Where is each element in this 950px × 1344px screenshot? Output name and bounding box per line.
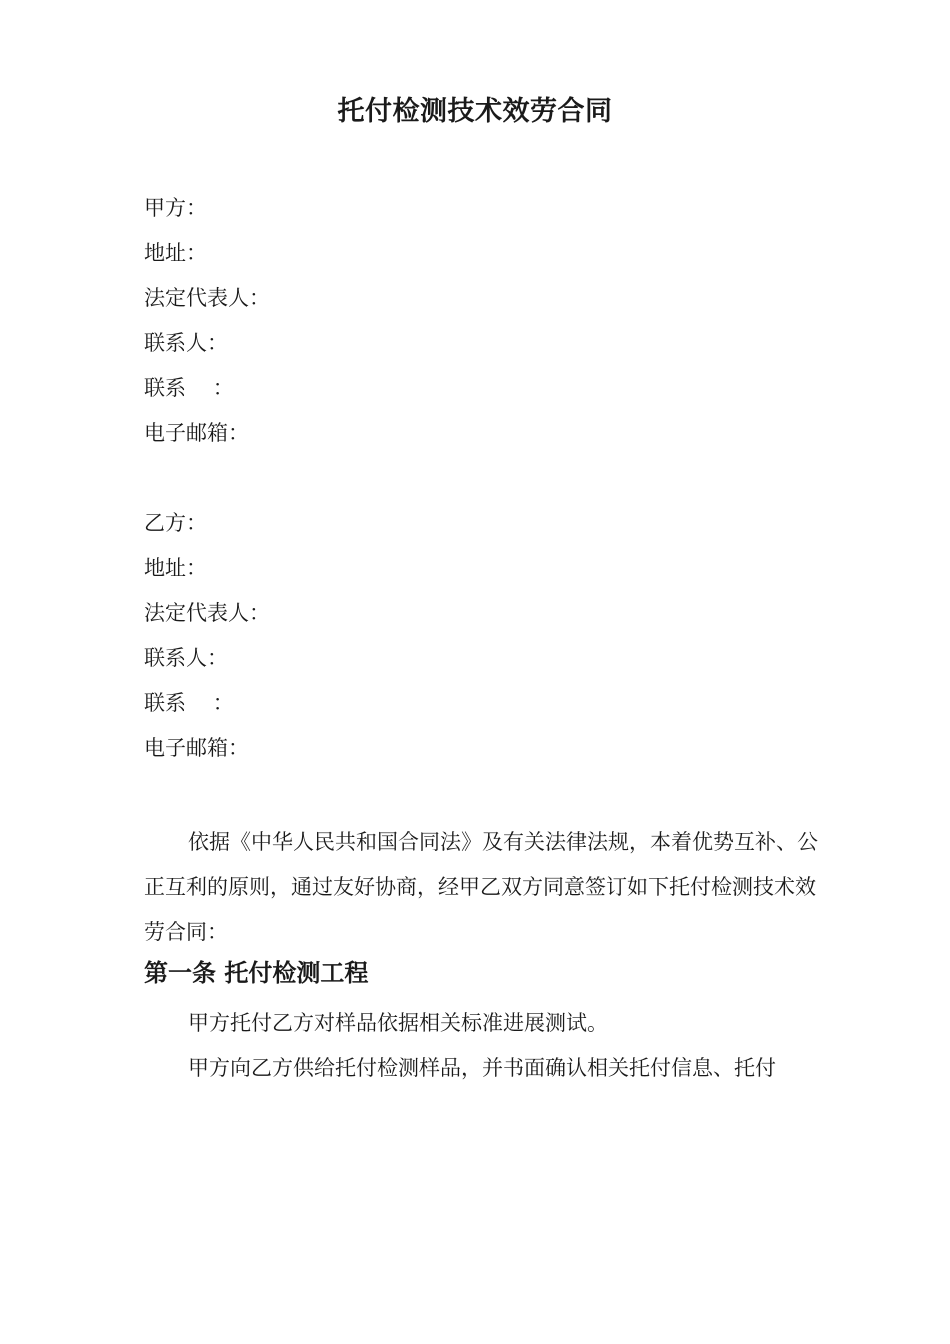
party-a-legal-rep-label: 法定代表人：: [144, 286, 270, 310]
party-a-contact-person-label: 联系人：: [144, 331, 228, 355]
party-b-name-label: 乙方：: [144, 511, 207, 535]
party-b-contact-label: 联系 ：: [144, 691, 234, 715]
document-title: 托付检测技术效劳合同: [337, 96, 613, 127]
party-a-name-label: 甲方：: [144, 196, 207, 220]
article-1-paragraph: 甲方托付乙方对样品依据相关标准进展测试。: [188, 1011, 608, 1035]
party-a-address-label: 地址：: [144, 241, 207, 265]
intro-paragraph: 依据《中华人民共和国合同法》及有关法律法规，本着优势互补、公正互利的原则，通过友好协商，经甲乙双方同意签订如下托付检测技术效劳合同：: [144, 830, 818, 944]
party-a-contact-label: 联系 ：: [144, 376, 234, 400]
party-a-email-label: 电子邮箱：: [144, 421, 249, 445]
article-1-heading: 第一条 托付检测工程: [144, 959, 369, 987]
article-1-paragraph: 甲方向乙方供给托付检测样品，并书面确认相关托付信息、托付: [188, 1056, 776, 1080]
party-b-legal-rep-label: 法定代表人：: [144, 601, 270, 625]
party-a-section: [144, 190, 824, 460]
party-b-section: [144, 505, 824, 775]
party-b-contact-person-label: 联系人：: [144, 646, 228, 670]
party-b-address-label: 地址：: [144, 556, 207, 580]
party-b-email-label: 电子邮箱：: [144, 736, 249, 760]
